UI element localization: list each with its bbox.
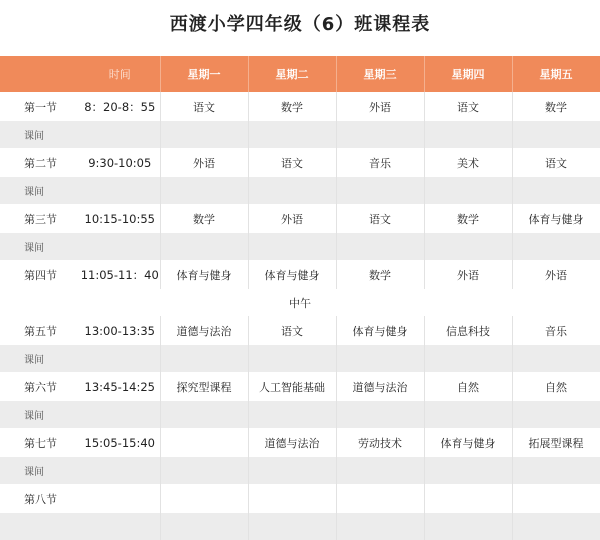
subject-cell (424, 121, 512, 148)
break-label: 课间 (24, 187, 44, 198)
header-weekday: 星期一 (160, 56, 248, 92)
subject-cell (248, 401, 336, 428)
lesson-row (0, 204, 600, 233)
subject-cell: 美术 (424, 148, 512, 177)
lesson-row (0, 316, 600, 345)
subject-cell: 语文 (160, 92, 248, 121)
subject-cell (424, 401, 512, 428)
subject-cell: 自然 (424, 372, 512, 401)
subject-cell: 人工智能基础 (248, 372, 336, 401)
header-time: 时间 (80, 56, 160, 92)
time-cell: 10:15-10:55 (80, 204, 160, 233)
subject-cell (160, 484, 248, 513)
time-cell: 8：20-8：55 (80, 92, 160, 121)
subject-cell: 外语 (336, 92, 424, 121)
break-label: 课间 (24, 355, 44, 366)
break-row (0, 233, 600, 260)
subject-cell (512, 484, 600, 513)
subject-cell (248, 345, 336, 372)
break-row (0, 401, 600, 428)
time-cell: 9:30-10:05 (80, 148, 160, 177)
subject-cell (512, 345, 600, 372)
subject-cell (424, 345, 512, 372)
subject-cell (160, 345, 248, 372)
time-cell (80, 457, 160, 484)
subject-cell (248, 513, 336, 540)
noon-row (0, 289, 600, 316)
time-cell: 11:05-11：40 (80, 260, 160, 289)
time-cell (80, 513, 160, 540)
lesson-row (0, 372, 600, 401)
subject-cell: 体育与健身 (512, 204, 600, 233)
subject-cell (160, 177, 248, 204)
subject-cell (424, 233, 512, 260)
break-label: 课间 (24, 411, 44, 422)
subject-cell (512, 457, 600, 484)
subject-cell: 数学 (424, 204, 512, 233)
subject-cell: 数学 (512, 92, 600, 121)
subject-cell: 语文 (512, 148, 600, 177)
period-label: 第二节 (24, 156, 57, 170)
subject-cell (248, 177, 336, 204)
subject-cell: 自然 (512, 372, 600, 401)
subject-cell: 拓展型课程 (512, 428, 600, 457)
time-cell: 13:00-13:35 (80, 316, 160, 345)
subject-cell: 道德与法治 (336, 372, 424, 401)
subject-cell: 体育与健身 (336, 316, 424, 345)
subject-cell (512, 121, 600, 148)
subject-cell (424, 484, 512, 513)
period-label: 第五节 (24, 324, 57, 338)
subject-cell (512, 177, 600, 204)
break-row (0, 121, 600, 148)
period-label: 第八节 (24, 492, 57, 506)
subject-cell: 语文 (336, 204, 424, 233)
period-label: 第七节 (24, 436, 57, 450)
period-label: 第四节 (24, 268, 57, 282)
subject-cell (512, 233, 600, 260)
break-label: 课间 (24, 467, 44, 478)
subject-cell (160, 401, 248, 428)
subject-cell: 语文 (424, 92, 512, 121)
subject-cell: 信息科技 (424, 316, 512, 345)
break-row (0, 177, 600, 204)
subject-cell: 数学 (248, 92, 336, 121)
time-cell (80, 233, 160, 260)
lesson-row (0, 148, 600, 177)
time-cell (80, 121, 160, 148)
subject-cell (336, 484, 424, 513)
subject-cell (248, 233, 336, 260)
subject-cell (248, 121, 336, 148)
lesson-row (0, 484, 600, 513)
subject-cell (160, 457, 248, 484)
lesson-row (0, 260, 600, 289)
header-blank (0, 56, 80, 92)
subject-cell (248, 484, 336, 513)
time-cell (80, 484, 160, 513)
break-label: 课间 (24, 131, 44, 142)
subject-cell: 数学 (336, 260, 424, 289)
timetable-body (0, 92, 600, 540)
time-cell: 13:45-14:25 (80, 372, 160, 401)
subject-cell (424, 177, 512, 204)
time-cell (80, 177, 160, 204)
subject-cell: 音乐 (336, 148, 424, 177)
subject-cell: 体育与健身 (160, 260, 248, 289)
subject-cell (336, 513, 424, 540)
subject-cell: 体育与健身 (248, 260, 336, 289)
break-label (0, 513, 80, 540)
noon-label: 中午 (289, 296, 311, 310)
subject-cell (424, 457, 512, 484)
subject-cell: 数学 (160, 204, 248, 233)
subject-cell: 道德与法治 (248, 428, 336, 457)
subject-cell (248, 457, 336, 484)
subject-cell (424, 513, 512, 540)
page-title: 西渡小学四年级（6）班课程表 (169, 14, 431, 35)
period-label: 第一节 (24, 100, 57, 114)
subject-cell (512, 513, 600, 540)
break-label: 课间 (24, 243, 44, 254)
subject-cell: 语文 (248, 148, 336, 177)
subject-cell (336, 401, 424, 428)
break-row (0, 513, 600, 540)
subject-cell (160, 428, 248, 457)
subject-cell (512, 401, 600, 428)
subject-cell (336, 233, 424, 260)
subject-cell: 外语 (160, 148, 248, 177)
subject-cell (336, 457, 424, 484)
lesson-row (0, 428, 600, 457)
time-cell (80, 401, 160, 428)
subject-cell: 语文 (248, 316, 336, 345)
subject-cell (336, 121, 424, 148)
header-weekday: 星期二 (248, 56, 336, 92)
header-weekday: 星期五 (512, 56, 600, 92)
subject-cell (160, 121, 248, 148)
time-cell: 15:05-15:40 (80, 428, 160, 457)
subject-cell: 探究型课程 (160, 372, 248, 401)
subject-cell: 音乐 (512, 316, 600, 345)
time-cell (80, 345, 160, 372)
subject-cell (160, 233, 248, 260)
subject-cell: 外语 (512, 260, 600, 289)
subject-cell (336, 177, 424, 204)
period-label: 第六节 (24, 380, 57, 394)
header-weekday: 星期三 (336, 56, 424, 92)
break-row (0, 345, 600, 372)
timetable (0, 56, 600, 540)
break-row (0, 457, 600, 484)
subject-cell: 体育与健身 (424, 428, 512, 457)
header-weekday: 星期四 (424, 56, 512, 92)
subject-cell: 外语 (248, 204, 336, 233)
lesson-row (0, 92, 600, 121)
subject-cell: 道德与法治 (160, 316, 248, 345)
subject-cell: 外语 (424, 260, 512, 289)
subject-cell (160, 513, 248, 540)
subject-cell (336, 345, 424, 372)
period-label: 第三节 (24, 212, 57, 226)
timetable-header-row (0, 56, 600, 92)
subject-cell: 劳动技术 (336, 428, 424, 457)
